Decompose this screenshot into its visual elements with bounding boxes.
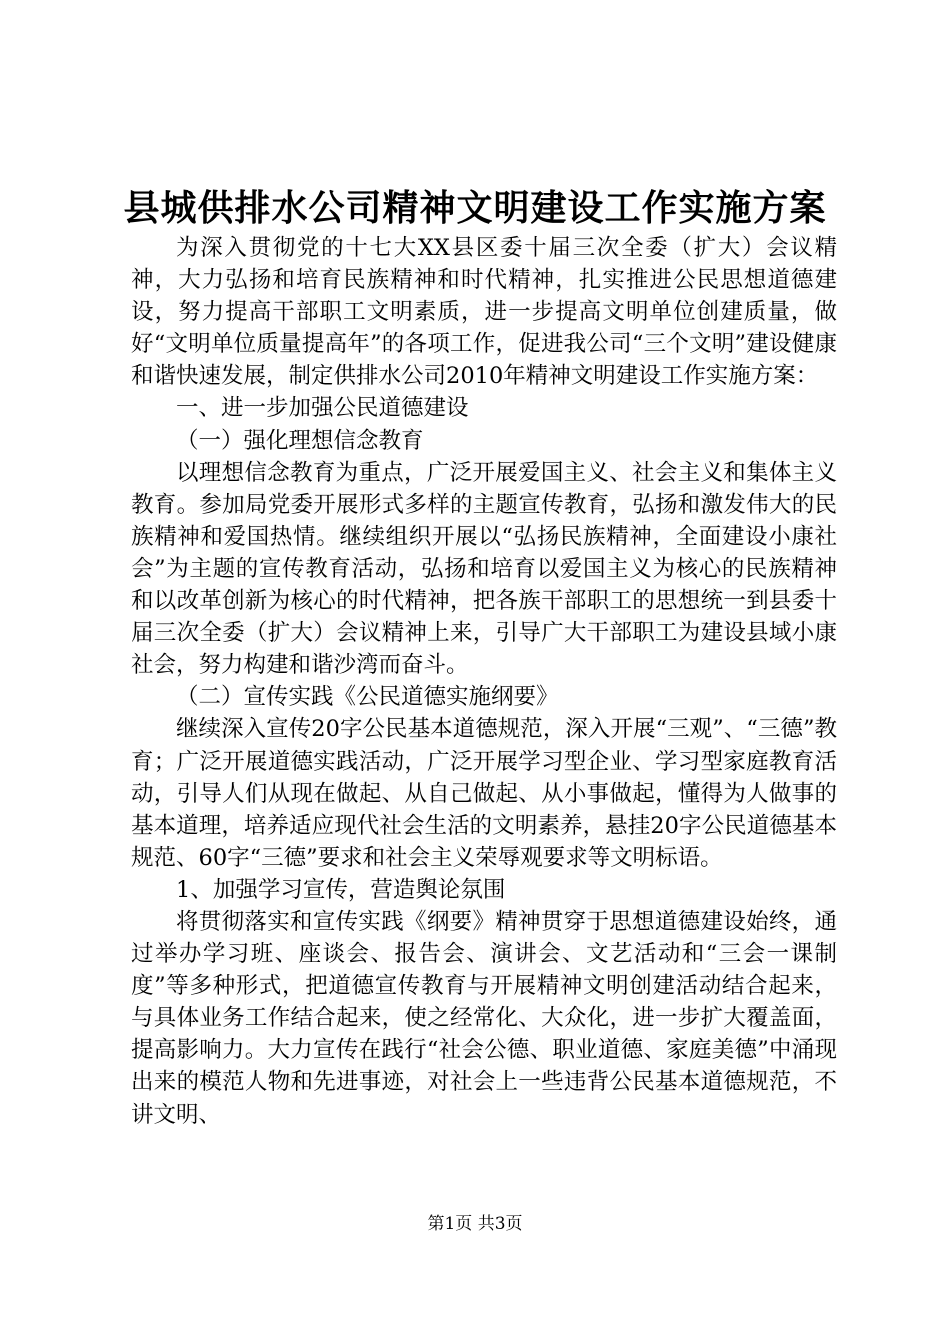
item-heading-1: 1、加强学习宣传，营造舆论氛围 [176, 876, 506, 903]
document-body [131, 232, 837, 1131]
section-heading-1: 一、进一步加强公民道德建设 [176, 395, 469, 422]
document-title: 县城供排水公司精神文明建设工作实施方案 [123, 187, 827, 229]
page-number-footer: 第1页 共3页 [427, 1214, 523, 1234]
subsection-heading-1: （一）强化理想信念教育 [176, 427, 424, 454]
subsection-heading-2: （二）宣传实践《公民道德实施纲要》 [176, 684, 559, 711]
paragraph-morals: 继续深入宣传20字公民基本道德规范，深入开展“三观”、“三德”教育；广泛开展道德实践活动，广泛开展学习型企业、学习型家庭教育活动，引导人们从现在做起、从自己做起、从小事做起，懂得为人做事的基本道理，培养适应现代社会生活的文明素养，悬挂20字公民道德基本规范、60字“三德”要求和社会主义荣辱观要求等文明标语。 [131, 716, 837, 871]
paragraph-publicity: 将贯彻落实和宣传实践《纲要》精神贯穿于思想道德建设始终，通过举办学习班、座谈会、报告会、演讲会、文艺活动和“三会一课制度”等多种形式，把道德宣传教育与开展精神文明创建活动结合起来，与具体业务工作结合起来，使之经常化、大众化，进一步扩大覆盖面，提高影响力。大力宣传在践行“社会公德、职业道德、家庭美德”中涌现出来的模范人物和先进事迹，对社会上一些违背公民基本道德规范，不讲文明、 [131, 908, 837, 1128]
paragraph-intro: 为深入贯彻党的十七大XX县区委十届三次全委（扩大）会议精神，大力弘扬和培育民族精神和时代精神，扎实推进公民思想道德建设，努力提高干部职工文明素质，进一步提高文明单位创建质量，做好“文明单位质量提高年”的各项工作，促进我公司“三个文明”建设健康和谐快速发展，制定供排水公司2010年精神文明建设工作实施方案： [131, 235, 837, 390]
paragraph-ideals: 以理想信念教育为重点，广泛开展爱国主义、社会主义和集体主义教育。参加局党委开展形式多样的主题宣传教育，弘扬和激发伟大的民族精神和爱国热情。继续组织开展以“弘扬民族精神，全面建设小康社会”为主题的宣传教育活动，弘扬和培育以爱国主义为核心的民族精神和以改革创新为核心的时代精神，把各族干部职工的思想统一到县委十届三次全委（扩大）会议精神上来，引导广大干部职工为建设县域小康社会，努力构建和谐沙湾而奋斗。 [131, 459, 837, 679]
